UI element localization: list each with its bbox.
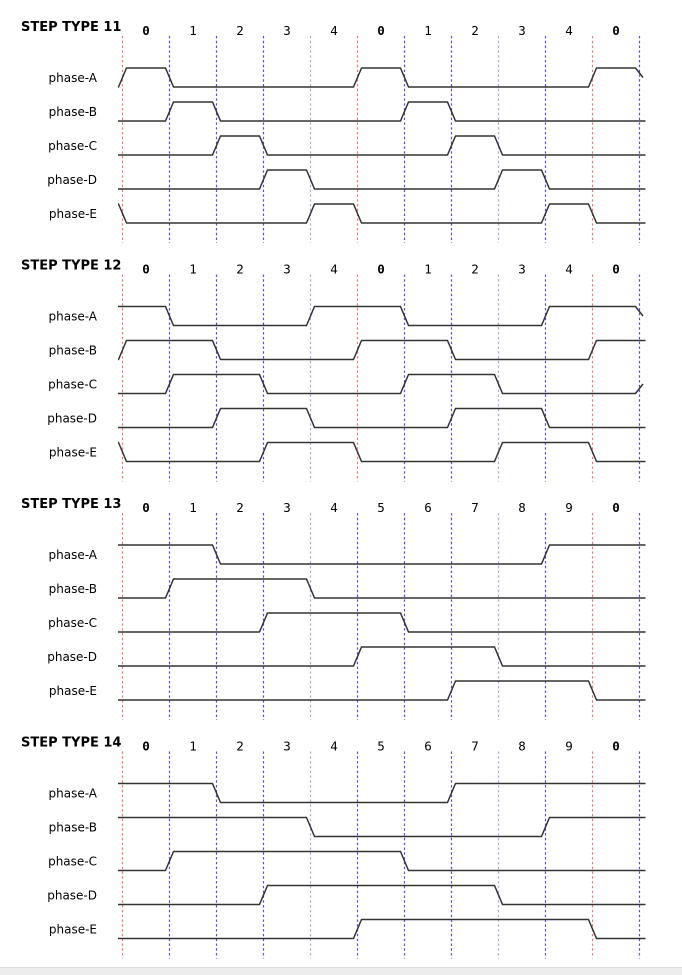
waveform-phase-C xyxy=(118,136,646,155)
step-label: 0 xyxy=(142,261,150,277)
step-label: 4 xyxy=(330,23,338,38)
step-type-section xyxy=(21,497,646,720)
step-label: 6 xyxy=(424,738,432,754)
waveform-phase-B xyxy=(118,579,646,598)
waveform-phase-D xyxy=(118,170,646,189)
step-label: 2 xyxy=(236,23,244,38)
step-label: 1 xyxy=(424,23,432,38)
phase-label: phase-B xyxy=(48,105,97,119)
section-title: STEP TYPE 14 xyxy=(21,735,122,751)
phase-label: phase-C xyxy=(48,139,97,153)
step-label: 0 xyxy=(612,261,620,277)
step-label: 5 xyxy=(377,738,385,754)
waveform-phase-C xyxy=(118,375,643,394)
step-type-section xyxy=(21,20,646,243)
step-label: 2 xyxy=(236,261,244,277)
step-label: 0 xyxy=(612,500,620,515)
step-label: 1 xyxy=(189,738,197,754)
waveform-phase-B xyxy=(118,102,646,121)
step-label: 8 xyxy=(518,500,526,515)
step-label: 2 xyxy=(471,23,479,38)
phase-label: phase-A xyxy=(48,548,97,562)
step-label: 3 xyxy=(518,261,526,277)
phase-label: phase-B xyxy=(48,343,97,358)
waveform-phase-A xyxy=(118,545,646,564)
step-label: 0 xyxy=(142,738,150,754)
step-label: 1 xyxy=(189,261,197,277)
phase-label: phase-B xyxy=(48,582,97,596)
phase-label: phase-E xyxy=(48,684,97,698)
step-label: 3 xyxy=(518,23,526,38)
step-label: 9 xyxy=(565,738,573,754)
step-label: 5 xyxy=(377,500,385,515)
step-label: 3 xyxy=(283,500,291,515)
waveform-phase-E xyxy=(118,681,646,700)
waveform-phase-A xyxy=(118,68,643,87)
step-label: 0 xyxy=(142,500,150,515)
phase-label: phase-D xyxy=(47,888,97,903)
step-label: 0 xyxy=(377,261,385,277)
step-label: 3 xyxy=(283,23,291,38)
step-label: 0 xyxy=(142,23,150,38)
step-label: 1 xyxy=(424,261,432,277)
phase-label: phase-E xyxy=(48,922,97,937)
waveform-phase-A xyxy=(118,307,643,326)
step-label: 8 xyxy=(518,738,526,754)
step-label: 2 xyxy=(236,500,244,515)
step-label: 1 xyxy=(189,23,197,38)
step-label: 0 xyxy=(612,738,620,754)
step-label: 4 xyxy=(565,23,573,38)
waveform-phase-B xyxy=(118,341,646,360)
waveform-phase-A xyxy=(118,784,646,803)
waveform-phase-C xyxy=(118,613,646,632)
step-type-section xyxy=(21,259,646,482)
step-label: 4 xyxy=(330,500,338,515)
waveform-phase-C xyxy=(118,852,646,871)
phase-label: phase-A xyxy=(48,309,97,324)
step-type-section xyxy=(21,736,646,959)
waveform-phase-E xyxy=(118,920,646,939)
waveform-phase-D xyxy=(118,886,646,905)
step-label: 7 xyxy=(471,738,479,754)
step-label: 4 xyxy=(565,261,573,277)
step-label: 3 xyxy=(283,738,291,754)
phase-label: phase-E xyxy=(48,445,97,460)
phase-label: phase-D xyxy=(47,173,97,187)
phase-label: phase-C xyxy=(48,616,97,630)
step-label: 0 xyxy=(377,23,385,38)
step-label: 7 xyxy=(471,500,479,515)
step-label: 2 xyxy=(471,261,479,277)
phase-label: phase-D xyxy=(47,411,97,426)
waveform-phase-D xyxy=(118,647,646,666)
step-label: 6 xyxy=(424,500,432,515)
section-title: STEP TYPE 13 xyxy=(21,497,122,512)
step-label: 9 xyxy=(565,500,573,515)
step-label: 0 xyxy=(612,23,620,38)
step-label: 3 xyxy=(283,261,291,277)
waveform-phase-D xyxy=(118,409,646,428)
section-title: STEP TYPE 12 xyxy=(21,258,122,274)
section-title: STEP TYPE 11 xyxy=(21,20,122,35)
phase-label: phase-C xyxy=(48,377,97,392)
waveform-phase-B xyxy=(118,818,646,837)
step-label: 1 xyxy=(189,500,197,515)
phase-label: phase-A xyxy=(48,71,97,85)
phase-label: phase-A xyxy=(48,786,97,801)
bottom-scroll-strip xyxy=(0,967,682,975)
phase-label: phase-E xyxy=(48,207,97,221)
step-label: 4 xyxy=(330,261,338,277)
waveform-phase-E xyxy=(118,443,646,462)
waveform-phase-E xyxy=(118,204,646,223)
step-label: 2 xyxy=(236,738,244,754)
phase-label: phase-B xyxy=(48,820,97,835)
phase-label: phase-C xyxy=(48,854,97,869)
step-label: 4 xyxy=(330,738,338,754)
phase-label: phase-D xyxy=(47,650,97,664)
